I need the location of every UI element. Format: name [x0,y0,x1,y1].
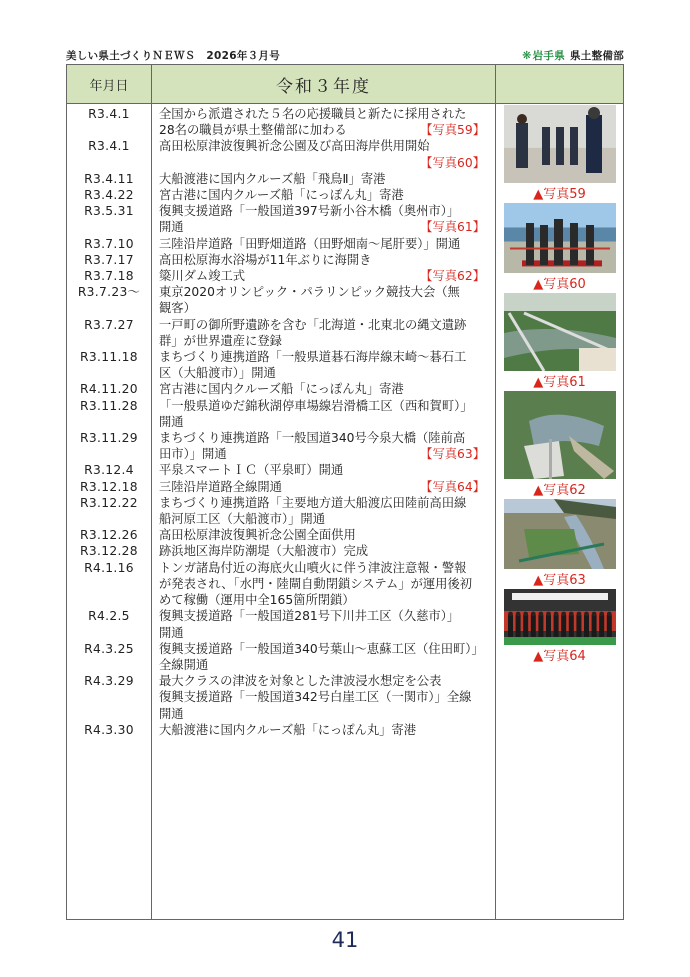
entry-date: R3.11.28 [80,398,138,413]
date-spacer [67,155,151,171]
date-spacer [67,576,151,592]
entry-date: R3.4.11 [84,171,134,186]
date-entry [67,381,151,397]
date-entry [67,673,151,722]
event-column [152,104,496,920]
event-text: 三陸沿岸道路「田野畑道路（田野畑南～尾肝要）」開通 [159,236,461,251]
event-text: 一戸町の御所野遺跡を含む「北海道・北東北の縄文遺跡 [159,317,467,332]
event-line [152,462,495,478]
event-text: 開通 [159,625,184,640]
event-line [152,657,495,673]
photo-figure [504,293,616,391]
photo-figure [504,203,616,293]
date-entry [67,430,151,462]
date-entry [67,479,151,495]
photo-reference: 【写真62】 [420,269,485,284]
chronology-table [66,64,624,920]
date-spacer [67,333,151,349]
event-entry [152,560,495,609]
event-entry [152,462,495,478]
event-text: 復興支援道路「一般国道281号下川井工区（久慈市）」 [159,609,460,624]
entry-date: R3.12.4 [84,463,134,478]
event-text: 宮古港に国内クルーズ船「にっぽん丸」寄港 [159,188,404,203]
event-text [159,155,163,171]
prefecture-logo [522,48,565,63]
event-text: 宮古港に国内クルーズ船「にっぽん丸」寄港 [159,382,404,397]
entry-date: R3.12.28 [80,544,138,559]
photo-reference: 【写真60】 [420,155,485,170]
photo-reference: 【写真63】 [420,447,485,462]
entry-date: R3.7.23～ [77,285,141,300]
event-line [152,495,495,511]
photo-dam-aerial-view [504,391,616,479]
event-entry [152,284,495,316]
photo-reference: 【写真64】 [420,479,485,494]
entry-date: R3.11.18 [80,350,138,365]
event-text: 「一般県道ゆだ錦秋湖停車場線岩滑橋工区（西和賀町）」 [159,398,473,413]
date-entry [67,722,151,738]
photo-ribbon-cutting-park-opening [504,203,616,273]
event-text: 観客） [159,301,196,316]
photo-caption: ▲写真64 [533,649,586,664]
date-spacer [67,625,151,641]
table-header-row [67,65,624,104]
event-line [152,171,495,187]
event-entry [152,398,495,430]
event-text: 跡浜地区海岸防潮堤（大船渡市）完成 [159,544,369,559]
event-text: 復興支援道路「一般国道342号白崖工区（一関市）」全線 [159,690,472,705]
event-line [152,203,495,219]
date-entry [67,349,151,381]
entry-date: R3.12.22 [80,495,138,510]
page-header [66,48,624,64]
event-line [152,122,495,138]
event-entry [152,171,495,187]
event-line [152,300,495,316]
event-text: 高田松原津波復興祈念公園全面供用 [159,528,356,543]
event-entry [152,187,495,203]
entry-date: R4.1.16 [84,560,134,575]
photo-reference: 【写真61】 [420,220,485,235]
event-entry [152,608,495,640]
event-line [152,576,495,592]
date-entry [67,641,151,673]
date-spacer [67,300,151,316]
event-text: 復興支援道路「一般国道340号葉山～恵蘇工区（住田町）」 [159,641,484,656]
event-line [152,689,495,705]
date-column [67,104,152,920]
date-entry [67,138,151,170]
entry-date: R3.4.22 [84,188,134,203]
date-entry [67,106,151,138]
event-text: 田市）」開通 [159,447,227,462]
event-text: 最大クラスの津波を対象とした津波浸水想定を公表 [159,674,442,689]
event-entry [152,641,495,673]
event-line [152,155,495,171]
date-entry [67,398,151,430]
date-entry [67,527,151,543]
event-text: 開通 [159,706,184,721]
date-spacer [67,592,151,608]
event-entry [152,268,495,284]
date-spacer [67,706,151,722]
photo-caption: ▲写真61 [533,375,586,390]
date-entry [67,462,151,478]
event-line [152,673,495,689]
date-entry [67,171,151,187]
event-line [152,479,495,495]
photo-expressway-opening-ceremony [504,589,616,645]
entry-date: R3.12.18 [80,479,138,494]
entry-date: R3.12.26 [80,528,138,543]
event-line [152,381,495,397]
event-text: 平泉スマートＩＣ（平泉町）開通 [159,463,344,478]
entry-date: R4.11.20 [80,382,138,397]
column-header-fiscal-year: 令和３年度 [152,65,496,104]
event-line [152,722,495,738]
event-text: まちづくり連携道路「主要地方道大船渡広田陸前高田線 [159,495,467,510]
photo-column [496,104,624,920]
event-line [152,706,495,722]
event-line [152,138,495,154]
event-line [152,187,495,203]
date-entry [67,187,151,203]
event-line [152,317,495,333]
date-entry [67,284,151,316]
date-entry [67,203,151,235]
photo-figure [504,391,616,499]
photo-caption: ▲写真62 [533,483,586,498]
prefecture-emblem-icon: ❋ [522,49,532,62]
event-text: 三陸沿岸道路全線開通 [159,479,282,494]
event-entry [152,349,495,381]
date-spacer [67,365,151,381]
event-text: 簗川ダム竣工式 [159,269,246,284]
event-entry [152,527,495,543]
event-line [152,641,495,657]
date-entry [67,252,151,268]
entry-date: R4.3.29 [84,674,134,689]
event-text: 大船渡港に国内クルーズ船「にっぽん丸」寄港 [159,722,417,737]
entry-date: R4.3.30 [84,722,134,737]
event-text: トンガ諸島付近の海底火山噴火に伴う津波注意報・警報 [159,560,467,575]
date-entry [67,495,151,527]
event-line [152,398,495,414]
event-line [152,365,495,381]
event-entry [152,236,495,252]
event-text: まちづくり連携道路「一般県道碁石海岸線末崎～碁石工 [159,350,467,365]
event-line [152,625,495,641]
department-name: 県土整備部 [570,50,624,62]
entry-date: R4.3.25 [84,641,134,656]
event-entry [152,722,495,738]
event-text: 区（大船渡市）」開通 [159,366,276,381]
event-line [152,511,495,527]
event-text: まちづくり連携道路「一般国道340号今泉大橋（陸前高 [159,431,466,446]
entry-date: R3.11.29 [80,431,138,446]
event-text: 開通 [159,414,184,429]
event-entry [152,543,495,559]
date-spacer [67,219,151,235]
entry-date: R3.7.27 [84,317,134,332]
entry-date: R3.4.1 [88,107,130,121]
event-text: が発表され、「水門・陸閘自動閉鎖システム」が運用後初 [159,576,473,591]
date-entry [67,236,151,252]
event-text: 復興支援道路「一般国道397号新小谷木橋（奥州市）」 [159,204,460,219]
event-entry [152,317,495,349]
column-header-date: 年月日 [67,65,152,104]
entry-date: R4.2.5 [88,609,130,624]
event-line [152,446,495,462]
photo-coastal-road-bridge-aerial [504,499,616,569]
publication-title: 美しい県土づくりＮＥＷＳ 2026年３月号 [66,50,281,62]
event-line [152,333,495,349]
event-line [152,284,495,300]
event-line [152,430,495,446]
date-entry [67,317,151,349]
event-line [152,560,495,576]
entry-date: R3.5.31 [84,204,134,219]
event-line [152,268,495,284]
photo-caption: ▲写真59 [533,187,586,202]
event-text: 東京2020オリンピック・パラリンピック競技大会（無 [159,285,460,300]
event-line [152,106,495,122]
publisher [522,48,624,63]
column-header-photo [496,65,624,104]
photo-caption: ▲写真63 [533,573,586,588]
event-text: 大船渡港に国内クルーズ船「飛鳥Ⅱ」寄港 [159,171,386,186]
event-text: 全線開通 [159,657,209,672]
page-number: 41 [331,928,359,952]
event-line [152,592,495,608]
event-entry [152,203,495,235]
photo-figure [504,499,616,589]
event-line [152,543,495,559]
event-entry [152,479,495,495]
event-text: 全国から派遣された５名の応援職員と新たに採用された [159,107,467,121]
event-entry [152,673,495,722]
date-spacer [67,122,151,138]
event-entry [152,138,495,170]
photo-figure [504,105,616,203]
event-entry [152,430,495,462]
event-entry [152,495,495,527]
event-line [152,219,495,235]
entry-date: R3.7.18 [84,269,134,284]
event-text: 船河原工区（大船渡市）」開通 [159,512,326,527]
event-text: 群」が世界遺産に登録 [159,333,282,348]
event-text: 28名の職員が県土整備部に加わる [159,123,347,138]
event-line [152,349,495,365]
date-spacer [67,511,151,527]
event-entry [152,252,495,268]
date-entry [67,543,151,559]
event-text: 開通 [159,220,184,235]
date-entry [67,608,151,640]
entry-date: R3.4.1 [88,139,130,154]
date-spacer [67,657,151,673]
photo-officials-appointment-ceremony [504,105,616,183]
event-line [152,236,495,252]
event-entry [152,106,495,138]
event-line [152,414,495,430]
entry-date: R3.7.17 [84,252,134,267]
event-line [152,252,495,268]
event-text: 高田松原海水浴場が11年ぶりに海開き [159,252,372,267]
event-line [152,608,495,624]
date-entry [67,560,151,609]
photo-aerial-bridge-over-river [504,293,616,371]
date-spacer [67,414,151,430]
event-text: めて稼働（運用中全165箇所閉鎖） [159,593,355,608]
date-spacer [67,689,151,705]
photo-caption: ▲写真60 [533,277,586,292]
table-body-row [67,104,624,920]
event-text: 高田松原津波復興祈念公園及び高田海岸供用開始 [159,139,430,154]
prefecture-name: 岩手県 [532,50,565,62]
photo-figure [504,589,616,665]
photo-reference: 【写真59】 [420,123,485,138]
event-entry [152,381,495,397]
date-entry [67,268,151,284]
event-line [152,527,495,543]
entry-date: R3.7.10 [84,236,134,251]
date-spacer [67,446,151,462]
